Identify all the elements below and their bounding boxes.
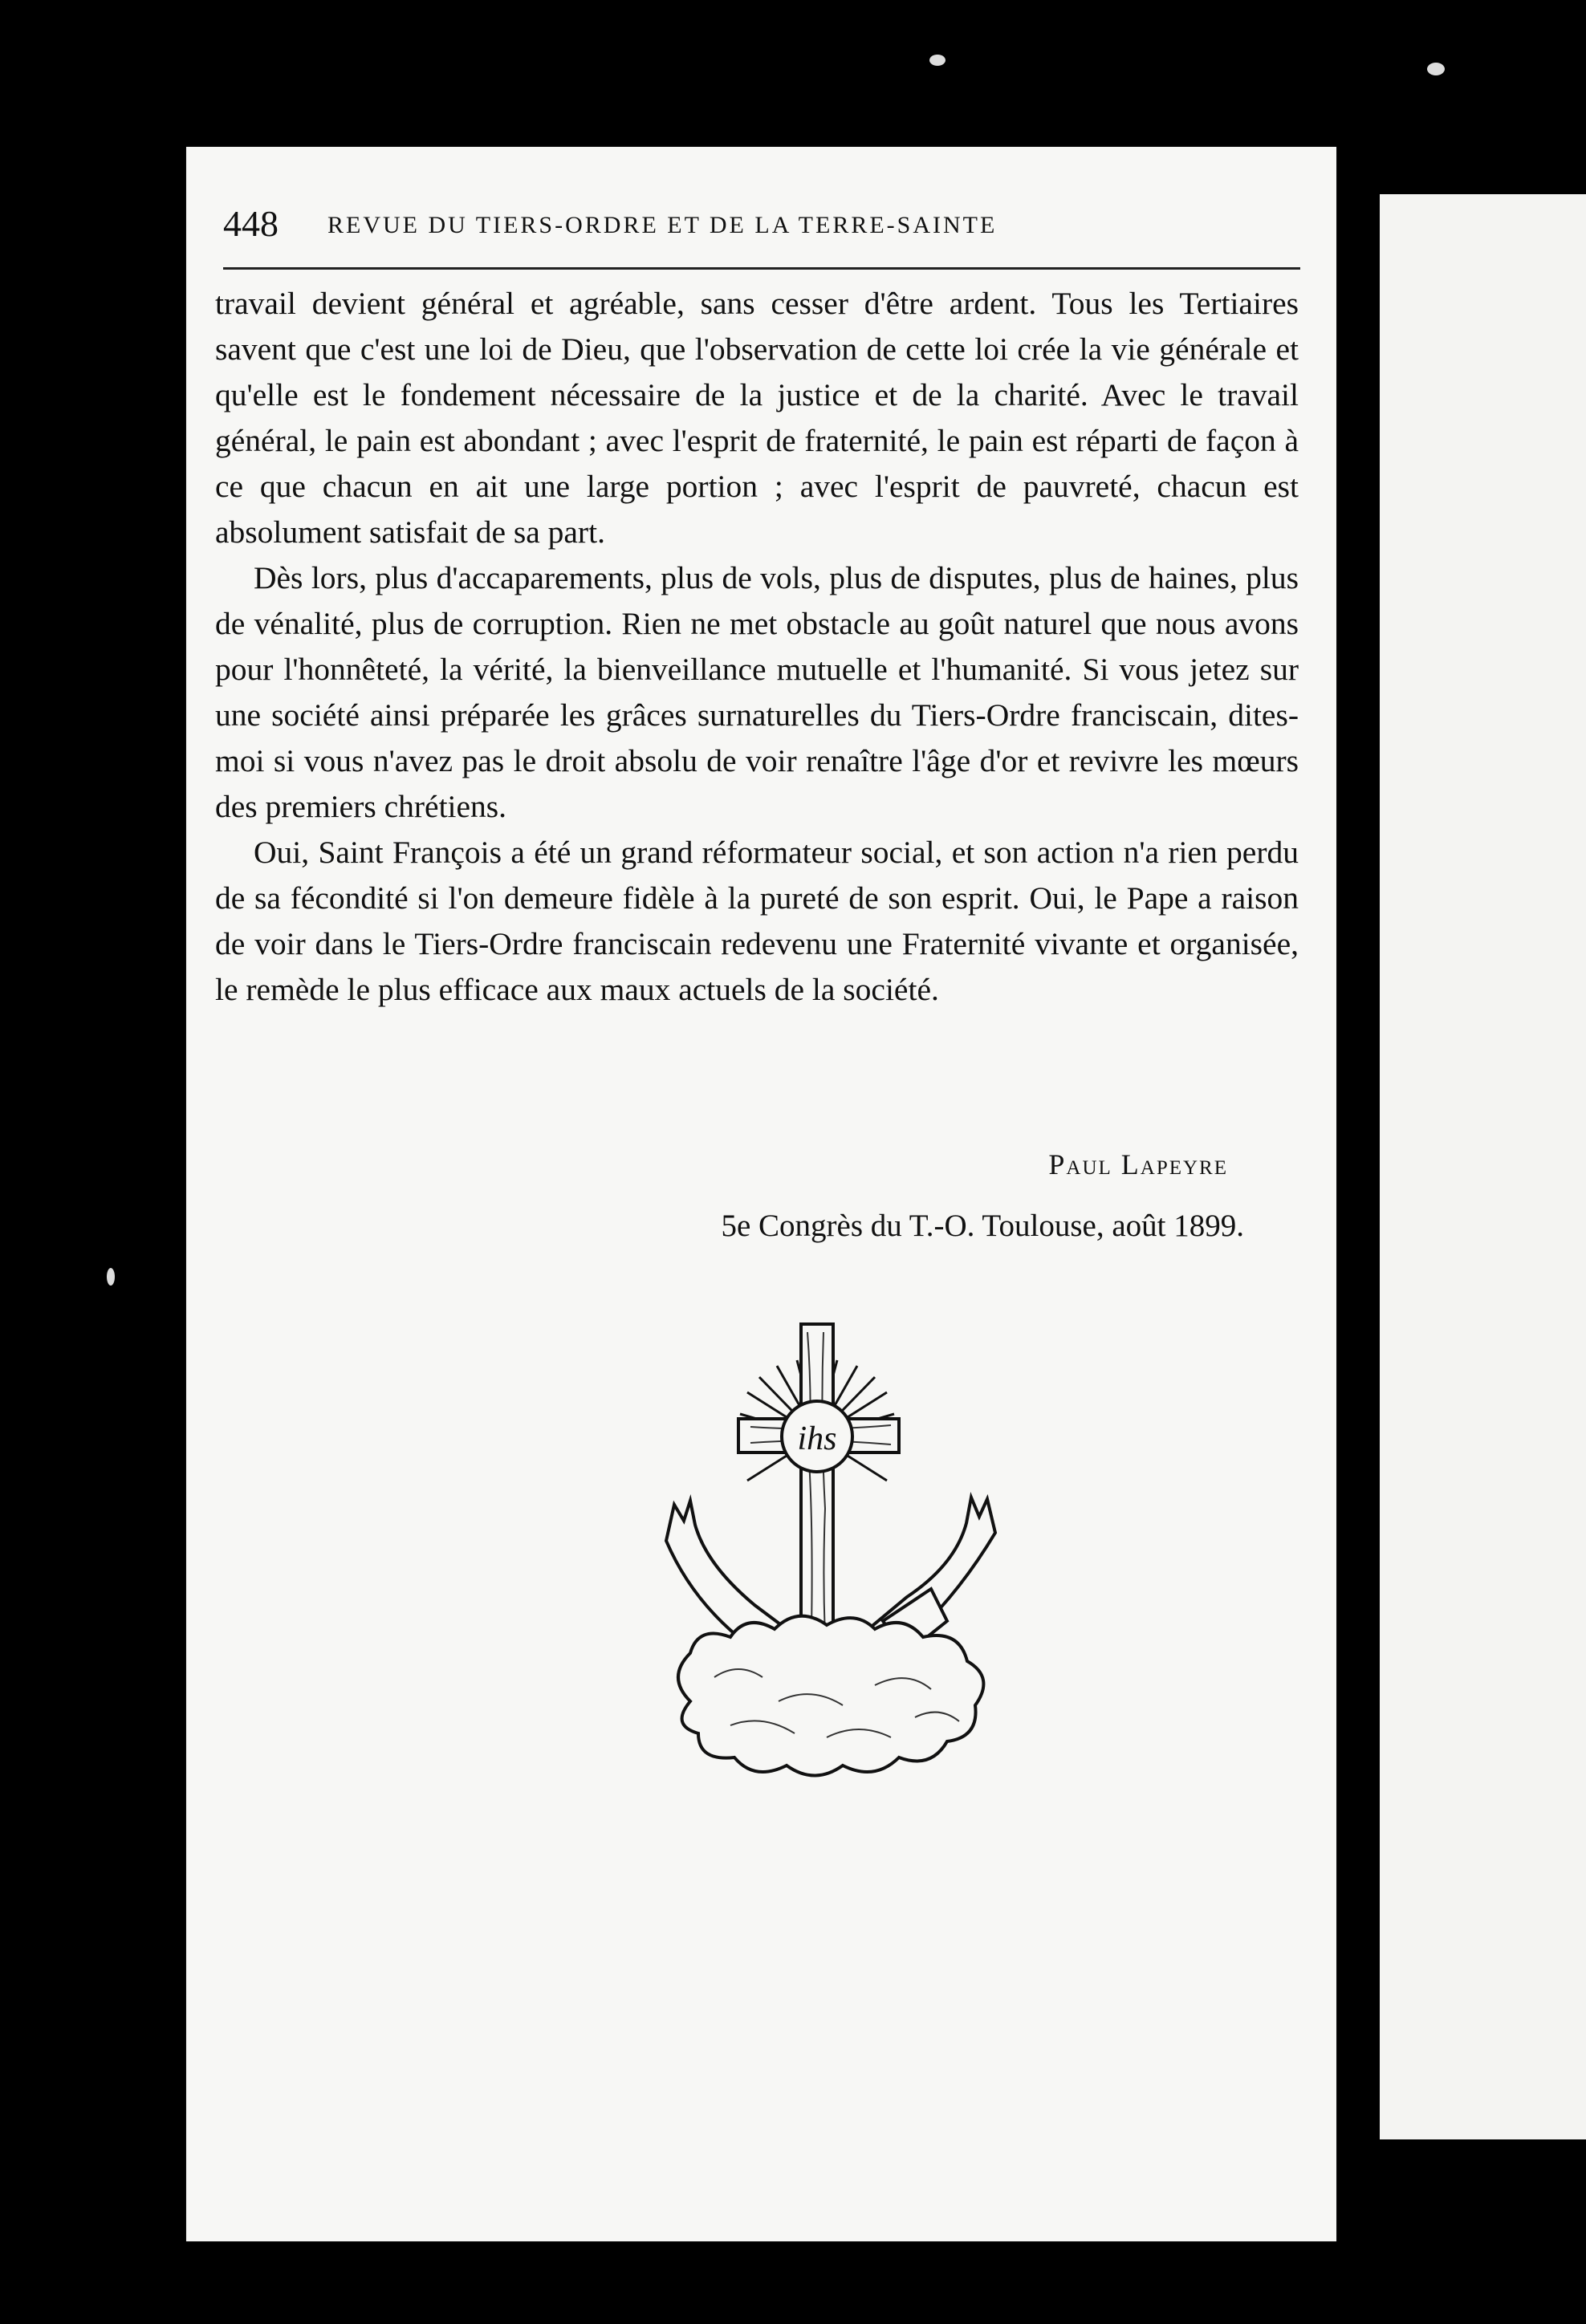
paragraph: Oui, Saint François a été un grand réformateur social, et son action n'a rien perdu de sa fécondité si l'on demeure fidèle à la pureté de son esprit. Oui, le Pape a raison de voir dans le Tiers-Ordre franciscain redevenu une Fraternité vivante et organisée, le remède le plus efficace aux maux actuels de la société. bbox=[215, 835, 1299, 1007]
page-header bbox=[223, 202, 1299, 266]
paragraph: Dès lors, plus d'accaparements, plus de vols, plus de disputes, plus de haines, plus de vénalité, plus de corruption. Rien ne met obstacle au goût naturel que nous avons pour l'honnêteté, la vérité, la bienveillance mutuelle et l'humanité. Si vous jetez sur une société ainsi préparée les grâces surnaturelles du Tiers-Ordre franciscain, dites-moi si vous n'avez pas le droit absolu de voir renaître l'âge d'or et revivre les mœurs des premiers chrétiens. bbox=[215, 560, 1299, 824]
source-note: 5e Congrès du T.-O. Toulouse, août 1899. bbox=[721, 1209, 1244, 1243]
page-number: 448 bbox=[223, 203, 279, 244]
franciscan-cross-ihs-emblem-icon bbox=[642, 1300, 1027, 1798]
author-signature: Paul Lapeyre bbox=[1048, 1148, 1228, 1180]
scan-speck bbox=[929, 55, 946, 66]
paragraph: travail devient général et agréable, sans cesser d'être ardent. Tous les Tertiaires savent que c'est une loi de Dieu, que l'observation de cette loi crée la vie générale et qu'elle est le fondement nécessaire de la justice et de la charité. Avec le travail général, le pain est abondant ; avec l'esprit de fraternité, le pain est réparti de façon à ce que chacun en ait une large portion ; avec l'esprit de pauvreté, chacun est absolument satisfait de sa part. bbox=[215, 286, 1299, 550]
cloud-icon bbox=[678, 1616, 983, 1776]
scan-speck bbox=[1427, 63, 1445, 75]
adjacent-page-edge bbox=[1380, 194, 1586, 2139]
ihs-monogram: ihs bbox=[797, 1420, 837, 1457]
header-rule bbox=[223, 267, 1300, 270]
article-body bbox=[215, 281, 1299, 1013]
running-title: REVUE DU TIERS-ORDRE ET DE LA TERRE-SAINTE bbox=[327, 212, 998, 238]
scan-speck bbox=[107, 1268, 115, 1286]
